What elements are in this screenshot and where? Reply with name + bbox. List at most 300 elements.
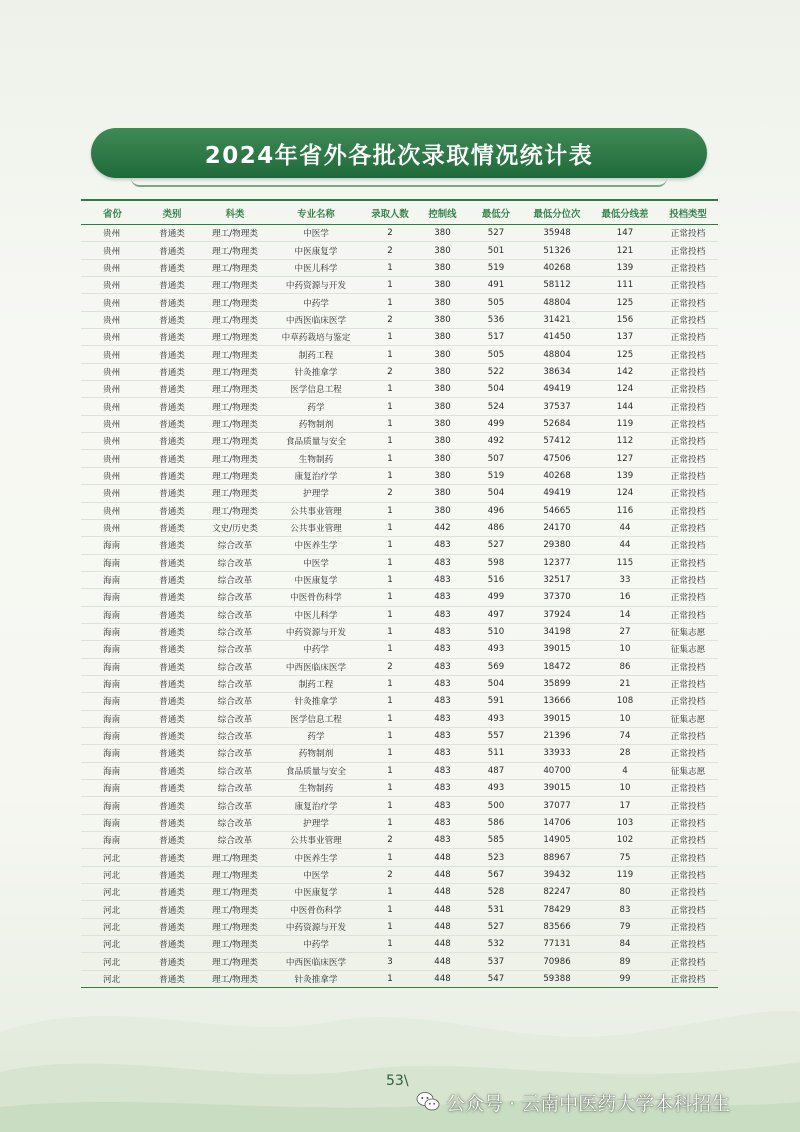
- cell-subject-type: 理工/物理类: [203, 953, 267, 970]
- cell-score-diff: 115: [592, 554, 658, 571]
- cell-province: 贵州: [81, 225, 141, 242]
- cell-min-rank: 39015: [522, 780, 592, 797]
- title-banner: [91, 128, 707, 178]
- cell-score-diff: 124: [592, 381, 658, 398]
- cell-control-line: 448: [415, 884, 470, 901]
- table-row: [81, 918, 718, 935]
- cell-min-rank: 52684: [522, 415, 592, 432]
- table-header-row: [81, 200, 718, 225]
- cell-category: 普通类: [141, 311, 203, 328]
- cell-subject-type: 理工/物理类: [203, 329, 267, 346]
- cell-min-score: 585: [470, 832, 522, 849]
- cell-admitted: 1: [365, 346, 415, 363]
- cell-major: 食品质量与安全: [267, 762, 365, 779]
- cell-score-diff: 21: [592, 675, 658, 692]
- cell-admitted: 1: [365, 745, 415, 762]
- table-row: [81, 381, 718, 398]
- cell-category: 普通类: [141, 554, 203, 571]
- cell-major: 中药资源与开发: [267, 277, 365, 294]
- cell-filing-type: 正常投档: [658, 415, 718, 432]
- cell-min-score: 507: [470, 450, 522, 467]
- cell-control-line: 380: [415, 502, 470, 519]
- cell-min-score: 491: [470, 277, 522, 294]
- cell-major: 康复治疗学: [267, 467, 365, 484]
- cell-admitted: 2: [365, 225, 415, 242]
- cell-category: 普通类: [141, 433, 203, 450]
- cell-category: 普通类: [141, 623, 203, 640]
- table-row: [81, 467, 718, 484]
- table-row: [81, 693, 718, 710]
- cell-filing-type: 正常投档: [658, 381, 718, 398]
- cell-min-score: 516: [470, 571, 522, 588]
- cell-min-rank: 48804: [522, 346, 592, 363]
- cell-province: 河北: [81, 936, 141, 953]
- cell-subject-type: 理工/物理类: [203, 918, 267, 935]
- cell-control-line: 483: [415, 727, 470, 744]
- cell-subject-type: 综合改革: [203, 675, 267, 692]
- cell-min-score: 557: [470, 727, 522, 744]
- cell-category: 普通类: [141, 398, 203, 415]
- cell-score-diff: 139: [592, 259, 658, 276]
- cell-subject-type: 理工/物理类: [203, 866, 267, 883]
- cell-control-line: 448: [415, 970, 470, 987]
- cell-control-line: 483: [415, 641, 470, 658]
- cell-score-diff: 139: [592, 467, 658, 484]
- cell-province: 河北: [81, 970, 141, 987]
- table-row: [81, 658, 718, 675]
- cell-province: 海南: [81, 658, 141, 675]
- cell-min-score: 496: [470, 502, 522, 519]
- cell-min-score: 519: [470, 259, 522, 276]
- cell-control-line: 380: [415, 398, 470, 415]
- cell-control-line: 380: [415, 450, 470, 467]
- cell-province: 贵州: [81, 294, 141, 311]
- cell-min-score: 504: [470, 381, 522, 398]
- cell-province: 贵州: [81, 398, 141, 415]
- cell-category: 普通类: [141, 259, 203, 276]
- cell-province: 河北: [81, 953, 141, 970]
- cell-control-line: 483: [415, 780, 470, 797]
- cell-province: 海南: [81, 571, 141, 588]
- cell-control-line: 380: [415, 294, 470, 311]
- cell-admitted: 1: [365, 918, 415, 935]
- table-row: [81, 727, 718, 744]
- cell-min-score: 567: [470, 866, 522, 883]
- cell-major: 中医养生学: [267, 849, 365, 866]
- cell-province: 贵州: [81, 485, 141, 502]
- cell-control-line: 483: [415, 710, 470, 727]
- cell-score-diff: 147: [592, 225, 658, 242]
- cell-admitted: 2: [365, 658, 415, 675]
- cell-filing-type: 正常投档: [658, 259, 718, 276]
- cell-filing-type: 正常投档: [658, 970, 718, 987]
- cell-filing-type: 正常投档: [658, 658, 718, 675]
- cell-score-diff: 27: [592, 623, 658, 640]
- cell-filing-type: 正常投档: [658, 953, 718, 970]
- cell-min-score: 504: [470, 485, 522, 502]
- table-row: [81, 606, 718, 623]
- cell-min-score: 493: [470, 780, 522, 797]
- cell-subject-type: 理工/物理类: [203, 901, 267, 918]
- cell-category: 普通类: [141, 641, 203, 658]
- table-row: [81, 294, 718, 311]
- cell-subject-type: 文史/历史类: [203, 519, 267, 536]
- cell-province: 贵州: [81, 311, 141, 328]
- cell-major: 中医康复学: [267, 884, 365, 901]
- cell-category: 普通类: [141, 884, 203, 901]
- cell-min-score: 493: [470, 641, 522, 658]
- table-row: [81, 433, 718, 450]
- cell-filing-type: 正常投档: [658, 606, 718, 623]
- cell-category: 普通类: [141, 710, 203, 727]
- cell-subject-type: 理工/物理类: [203, 381, 267, 398]
- cell-major: 中医儿科学: [267, 606, 365, 623]
- cell-score-diff: 86: [592, 658, 658, 675]
- cell-admitted: 1: [365, 398, 415, 415]
- cell-admitted: 2: [365, 242, 415, 259]
- cell-score-diff: 14: [592, 606, 658, 623]
- cell-min-rank: 41450: [522, 329, 592, 346]
- cell-major: 中医康复学: [267, 242, 365, 259]
- cell-control-line: 380: [415, 485, 470, 502]
- cell-control-line: 483: [415, 606, 470, 623]
- cell-min-score: 528: [470, 884, 522, 901]
- cell-province: 海南: [81, 554, 141, 571]
- cell-score-diff: 33: [592, 571, 658, 588]
- cell-category: 普通类: [141, 363, 203, 380]
- table-row: [81, 485, 718, 502]
- cell-subject-type: 综合改革: [203, 745, 267, 762]
- cell-min-score: 493: [470, 710, 522, 727]
- cell-province: 贵州: [81, 346, 141, 363]
- cell-subject-type: 综合改革: [203, 814, 267, 831]
- cell-admitted: 1: [365, 606, 415, 623]
- cell-min-rank: 29380: [522, 537, 592, 554]
- cell-filing-type: 正常投档: [658, 675, 718, 692]
- cell-major: 中药学: [267, 936, 365, 953]
- cell-admitted: 1: [365, 849, 415, 866]
- cell-major: 康复治疗学: [267, 797, 365, 814]
- cell-major: 中西医临床医学: [267, 658, 365, 675]
- cell-province: 海南: [81, 623, 141, 640]
- cell-min-score: 591: [470, 693, 522, 710]
- cell-admitted: 1: [365, 537, 415, 554]
- cell-category: 普通类: [141, 467, 203, 484]
- cell-filing-type: 正常投档: [658, 502, 718, 519]
- cell-min-rank: 39015: [522, 641, 592, 658]
- table-row: [81, 259, 718, 276]
- cell-admitted: 1: [365, 797, 415, 814]
- cell-province: 海南: [81, 762, 141, 779]
- cell-subject-type: 综合改革: [203, 606, 267, 623]
- cell-province: 贵州: [81, 415, 141, 432]
- cell-major: 中医康复学: [267, 571, 365, 588]
- cell-subject-type: 理工/物理类: [203, 849, 267, 866]
- table-row: [81, 519, 718, 536]
- cell-major: 公共事业管理: [267, 519, 365, 536]
- cell-category: 普通类: [141, 415, 203, 432]
- table-row: [81, 329, 718, 346]
- cell-min-score: 527: [470, 225, 522, 242]
- table-row: [81, 832, 718, 849]
- cell-filing-type: 正常投档: [658, 589, 718, 606]
- cell-major: 中医骨伤科学: [267, 589, 365, 606]
- cell-major: 中西医临床医学: [267, 311, 365, 328]
- table-row: [81, 814, 718, 831]
- cell-control-line: 483: [415, 571, 470, 588]
- table-row: [81, 710, 718, 727]
- cell-control-line: 483: [415, 762, 470, 779]
- cell-min-score: 504: [470, 675, 522, 692]
- table-row: [81, 797, 718, 814]
- cell-score-diff: 119: [592, 415, 658, 432]
- cell-min-score: 499: [470, 589, 522, 606]
- cell-min-score: 499: [470, 415, 522, 432]
- cell-score-diff: 99: [592, 970, 658, 987]
- cell-min-rank: 34198: [522, 623, 592, 640]
- cell-major: 医学信息工程: [267, 381, 365, 398]
- cell-major: 护理学: [267, 814, 365, 831]
- cell-score-diff: 84: [592, 936, 658, 953]
- cell-filing-type: 正常投档: [658, 242, 718, 259]
- cell-subject-type: 综合改革: [203, 554, 267, 571]
- cell-category: 普通类: [141, 519, 203, 536]
- cell-admitted: 1: [365, 675, 415, 692]
- cell-min-rank: 14905: [522, 832, 592, 849]
- col-header-admitted: 录取人数: [365, 200, 415, 225]
- cell-province: 海南: [81, 745, 141, 762]
- page-number: 53\: [386, 1073, 409, 1089]
- cell-control-line: 380: [415, 225, 470, 242]
- cell-admitted: 1: [365, 467, 415, 484]
- col-header-control-line: 控制线: [415, 200, 470, 225]
- cell-min-score: 547: [470, 970, 522, 987]
- cell-control-line: 483: [415, 814, 470, 831]
- cell-province: 海南: [81, 606, 141, 623]
- cell-score-diff: 124: [592, 485, 658, 502]
- cell-province: 贵州: [81, 467, 141, 484]
- cell-filing-type: 正常投档: [658, 433, 718, 450]
- cell-subject-type: 理工/物理类: [203, 450, 267, 467]
- cell-major: 药物制剂: [267, 415, 365, 432]
- cell-category: 普通类: [141, 727, 203, 744]
- cell-admitted: 1: [365, 641, 415, 658]
- cell-control-line: 448: [415, 866, 470, 883]
- page-title: 2024年省外各批次录取情况统计表: [204, 142, 594, 169]
- cell-subject-type: 理工/物理类: [203, 884, 267, 901]
- table-row: [81, 953, 718, 970]
- cell-category: 普通类: [141, 294, 203, 311]
- cell-subject-type: 理工/物理类: [203, 346, 267, 363]
- cell-filing-type: 正常投档: [658, 936, 718, 953]
- cell-min-rank: 40268: [522, 259, 592, 276]
- cell-filing-type: 正常投档: [658, 277, 718, 294]
- cell-control-line: 483: [415, 675, 470, 692]
- cell-min-rank: 24170: [522, 519, 592, 536]
- cell-category: 普通类: [141, 849, 203, 866]
- cell-min-score: 519: [470, 467, 522, 484]
- cell-admitted: 2: [365, 485, 415, 502]
- cell-control-line: 448: [415, 918, 470, 935]
- table-row: [81, 225, 718, 242]
- cell-filing-type: 正常投档: [658, 294, 718, 311]
- cell-subject-type: 理工/物理类: [203, 433, 267, 450]
- cell-score-diff: 144: [592, 398, 658, 415]
- cell-score-diff: 28: [592, 745, 658, 762]
- cell-min-rank: 14706: [522, 814, 592, 831]
- cell-province: 海南: [81, 693, 141, 710]
- cell-major: 药物制剂: [267, 745, 365, 762]
- cell-major: 生物制药: [267, 780, 365, 797]
- cell-category: 普通类: [141, 953, 203, 970]
- cell-subject-type: 综合改革: [203, 571, 267, 588]
- col-header-score-diff: 最低分线差: [592, 200, 658, 225]
- cell-admitted: 1: [365, 554, 415, 571]
- cell-category: 普通类: [141, 277, 203, 294]
- cell-category: 普通类: [141, 675, 203, 692]
- cell-major: 中药资源与开发: [267, 623, 365, 640]
- cell-filing-type: 正常投档: [658, 225, 718, 242]
- cell-category: 普通类: [141, 814, 203, 831]
- cell-province: 河北: [81, 918, 141, 935]
- cell-category: 普通类: [141, 901, 203, 918]
- cell-score-diff: 74: [592, 727, 658, 744]
- cell-score-diff: 17: [592, 797, 658, 814]
- cell-province: 贵州: [81, 502, 141, 519]
- cell-category: 普通类: [141, 832, 203, 849]
- cell-province: 河北: [81, 884, 141, 901]
- cell-province: 贵州: [81, 242, 141, 259]
- cell-subject-type: 综合改革: [203, 589, 267, 606]
- cell-control-line: 442: [415, 519, 470, 536]
- cell-filing-type: 正常投档: [658, 884, 718, 901]
- cell-admitted: 2: [365, 832, 415, 849]
- cell-score-diff: 16: [592, 589, 658, 606]
- table-row: [81, 554, 718, 571]
- cell-min-score: 586: [470, 814, 522, 831]
- cell-admitted: 1: [365, 693, 415, 710]
- cell-province: 海南: [81, 832, 141, 849]
- cell-province: 海南: [81, 675, 141, 692]
- cell-score-diff: 44: [592, 537, 658, 554]
- cell-filing-type: 正常投档: [658, 311, 718, 328]
- cell-admitted: 1: [365, 901, 415, 918]
- cell-score-diff: 116: [592, 502, 658, 519]
- cell-major: 医学信息工程: [267, 710, 365, 727]
- cell-major: 制药工程: [267, 346, 365, 363]
- cell-min-rank: 83566: [522, 918, 592, 935]
- cell-control-line: 448: [415, 953, 470, 970]
- watermark: [416, 1087, 730, 1117]
- cell-province: 海南: [81, 710, 141, 727]
- cell-min-score: 537: [470, 953, 522, 970]
- cell-province: 河北: [81, 901, 141, 918]
- cell-admitted: 1: [365, 329, 415, 346]
- table-row: [81, 415, 718, 432]
- cell-subject-type: 理工/物理类: [203, 259, 267, 276]
- cell-min-score: 523: [470, 849, 522, 866]
- cell-subject-type: 理工/物理类: [203, 415, 267, 432]
- cell-category: 普通类: [141, 918, 203, 935]
- cell-min-rank: 33933: [522, 745, 592, 762]
- cell-score-diff: 44: [592, 519, 658, 536]
- cell-control-line: 483: [415, 623, 470, 640]
- cell-filing-type: 正常投档: [658, 727, 718, 744]
- cell-filing-type: 正常投档: [658, 918, 718, 935]
- cell-admitted: 1: [365, 936, 415, 953]
- cell-score-diff: 127: [592, 450, 658, 467]
- cell-category: 普通类: [141, 762, 203, 779]
- cell-control-line: 483: [415, 745, 470, 762]
- cell-admitted: 1: [365, 970, 415, 987]
- col-header-min-rank: 最低分位次: [522, 200, 592, 225]
- cell-min-rank: 49419: [522, 485, 592, 502]
- cell-province: 河北: [81, 849, 141, 866]
- cell-score-diff: 83: [592, 901, 658, 918]
- cell-min-score: 569: [470, 658, 522, 675]
- cell-min-rank: 40700: [522, 762, 592, 779]
- cell-major: 中医儿科学: [267, 259, 365, 276]
- cell-filing-type: 正常投档: [658, 537, 718, 554]
- cell-subject-type: 综合改革: [203, 832, 267, 849]
- cell-province: 贵州: [81, 450, 141, 467]
- table-row: [81, 623, 718, 640]
- table-row: [81, 346, 718, 363]
- cell-major: 公共事业管理: [267, 832, 365, 849]
- col-header-major: 专业名称: [267, 200, 365, 225]
- cell-filing-type: 正常投档: [658, 398, 718, 415]
- cell-subject-type: 理工/物理类: [203, 311, 267, 328]
- table-row: [81, 745, 718, 762]
- col-header-min-score: 最低分: [470, 200, 522, 225]
- cell-admitted: 1: [365, 519, 415, 536]
- cell-major: 针灸推拿学: [267, 363, 365, 380]
- cell-filing-type: 正常投档: [658, 450, 718, 467]
- cell-min-score: 511: [470, 745, 522, 762]
- cell-province: 贵州: [81, 329, 141, 346]
- cell-filing-type: 正常投档: [658, 814, 718, 831]
- cell-category: 普通类: [141, 797, 203, 814]
- table-row: [81, 884, 718, 901]
- cell-category: 普通类: [141, 936, 203, 953]
- table-row: [81, 936, 718, 953]
- cell-category: 普通类: [141, 780, 203, 797]
- table-row: [81, 398, 718, 415]
- cell-category: 普通类: [141, 346, 203, 363]
- cell-major: 中西医临床医学: [267, 953, 365, 970]
- cell-score-diff: 112: [592, 433, 658, 450]
- cell-score-diff: 156: [592, 311, 658, 328]
- cell-min-score: 517: [470, 329, 522, 346]
- cell-score-diff: 125: [592, 346, 658, 363]
- cell-subject-type: 理工/物理类: [203, 502, 267, 519]
- cell-category: 普通类: [141, 658, 203, 675]
- cell-major: 中药学: [267, 294, 365, 311]
- table-row: [81, 849, 718, 866]
- cell-control-line: 483: [415, 832, 470, 849]
- cell-major: 生物制药: [267, 450, 365, 467]
- cell-min-rank: 40268: [522, 467, 592, 484]
- cell-major: 制药工程: [267, 675, 365, 692]
- admission-stats-table: [81, 199, 718, 988]
- table-row: [81, 450, 718, 467]
- cell-major: 中医骨伤科学: [267, 901, 365, 918]
- cell-min-rank: 37077: [522, 797, 592, 814]
- col-header-subject-type: 科类: [203, 200, 267, 225]
- cell-control-line: 483: [415, 658, 470, 675]
- cell-min-rank: 37924: [522, 606, 592, 623]
- table-body: [81, 225, 718, 988]
